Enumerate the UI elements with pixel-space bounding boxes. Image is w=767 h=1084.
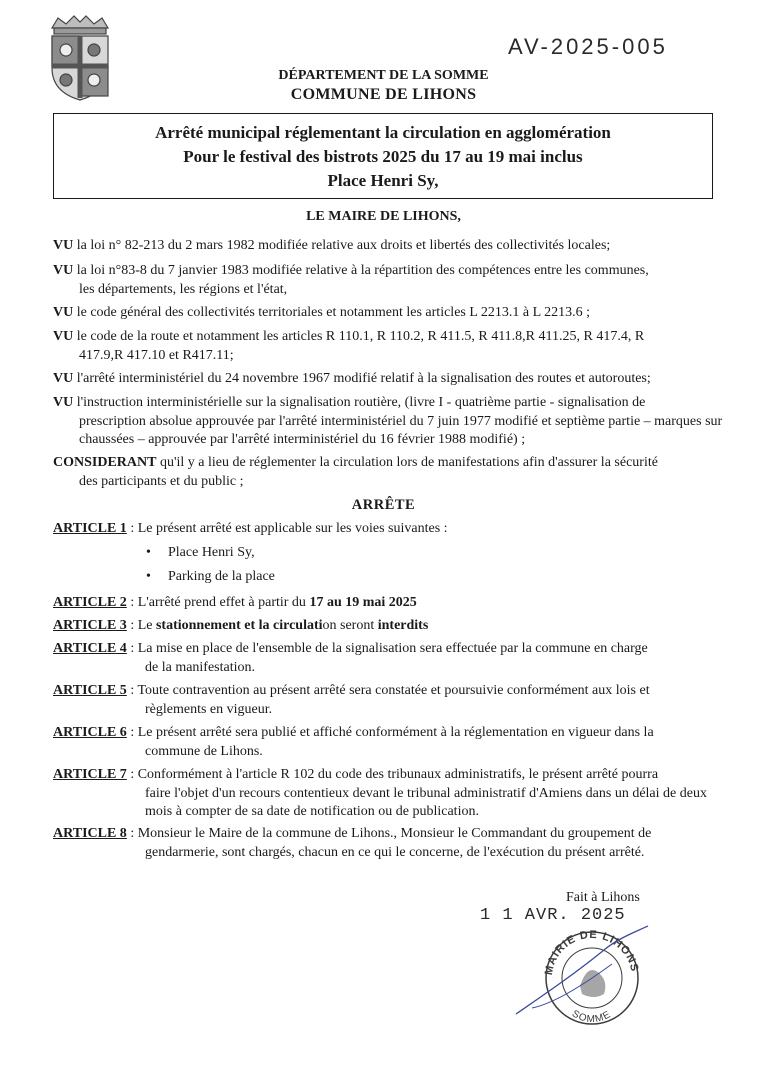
commune-heading: COMMUNE DE LIHONS <box>290 86 477 103</box>
visa-2: VU la loi n°83-8 du 7 janvier 1983 modifiée relative à la répartition des compétences entre les communes, les départements, les régions et l'état, <box>53 263 649 297</box>
department-heading: DÉPARTEMENT DE LA SOMME <box>278 68 489 83</box>
article-2: ARTICLE 2 : L'arrêté prend effet à partir du 17 au 19 mai 2025 <box>53 595 417 610</box>
article-4: ARTICLE 4 : La mise en place de l'ensemble de la signalisation sera effectuée par la commune en charge de la manifestation. <box>53 641 648 675</box>
article-1: ARTICLE 1 : Le présent arrêté est applicable sur les voies suivantes : <box>53 521 448 536</box>
visa-1: VU la loi n° 82-213 du 2 mars 1982 modifiée relative aux droits et libertés des collectivités locales; <box>53 238 611 253</box>
visa-6: VU l'instruction interministérielle sur la signalisation routière, (livre I - quatrième partie - signalisation de prescription absolue approuvée par l'arrêté interministériel du 7 juin 1977 modifié et septième partie – marques sur chaussées – approuvée par l'arrêté interministériel du 16 février 1988 modifié) ; <box>53 395 723 447</box>
bullet-item: • Parking de la place <box>146 569 275 584</box>
article-3: ARTICLE 3 : Le stationnement et la circulation seront interdits <box>53 618 429 633</box>
maire-heading: LE MAIRE DE LIHONS, <box>306 209 461 224</box>
arrete-heading: ARRÊTE <box>351 497 416 513</box>
visa-5: VU l'arrêté interministériel du 24 novembre 1967 modifié relatif à la signalisation des routes et autoroutes; <box>53 371 651 386</box>
visa-4: VU le code de la route et notamment les articles R 110.1, R 110.2, R 411.5, R 411.8,R 411.25, R 417.4, R 417.9,R 417.10 et R417.11; <box>53 329 645 363</box>
title-box <box>53 113 713 199</box>
visa-3: VU le code général des collectivités territoriales et notamment les articles L 2213.1 à L 2213.6 ; <box>53 305 591 320</box>
fait-a-lihons: Fait à Lihons <box>566 890 640 905</box>
article-6: ARTICLE 6 : Le présent arrêté sera publié et affiché conformément à la réglementation en vigueur dans la commune de Lihons. <box>53 725 654 759</box>
reference-number: AV-2025-005 <box>508 34 668 59</box>
article-7: ARTICLE 7 : Conformément à l'article R 102 du code des tribunaux administratifs, le présent arrêté pourra faire l'objet d'un recours contentieux devant le tribunal administratif d'Amiens dans un délai de deux mois à compter de sa date de notification ou de publication. <box>53 767 707 819</box>
stamp-bottom-text: SOMME <box>569 1008 614 1026</box>
svg-text:SOMME <box>570 1008 613 1025</box>
stamp-top-text: MAIRIE DE LIHONS <box>542 928 641 977</box>
article-8: ARTICLE 8 : Monsieur le Maire de la commune de Lihons., Monsieur le Commandant du groupement de gendarmerie, sont chargés, chacun en ce qui le concerne, de l'exécution du présent arrêté. <box>53 826 652 860</box>
bullet-item: • Place Henri Sy, <box>146 545 255 560</box>
title-line-3: Place Henri Sy, <box>327 171 439 190</box>
date-stamp: 1 1 AVR. 2025 <box>480 906 626 925</box>
title-line-2: Pour le festival des bistrots 2025 du 17 au 19 mai inclus <box>183 147 583 166</box>
article-5: ARTICLE 5 : Toute contravention au présent arrêté sera constatée et poursuivie conformément aux lois et règlements en vigueur. <box>53 683 650 717</box>
mairie-stamp-icon <box>512 916 664 1028</box>
considerant: CONSIDERANT qu'il y a lieu de réglementer la circulation lors de manifestations afin d'assurer la sécurité des participants et du public ; <box>53 455 658 489</box>
title-line-1: Arrêté municipal réglementant la circulation en agglomération <box>155 123 611 142</box>
